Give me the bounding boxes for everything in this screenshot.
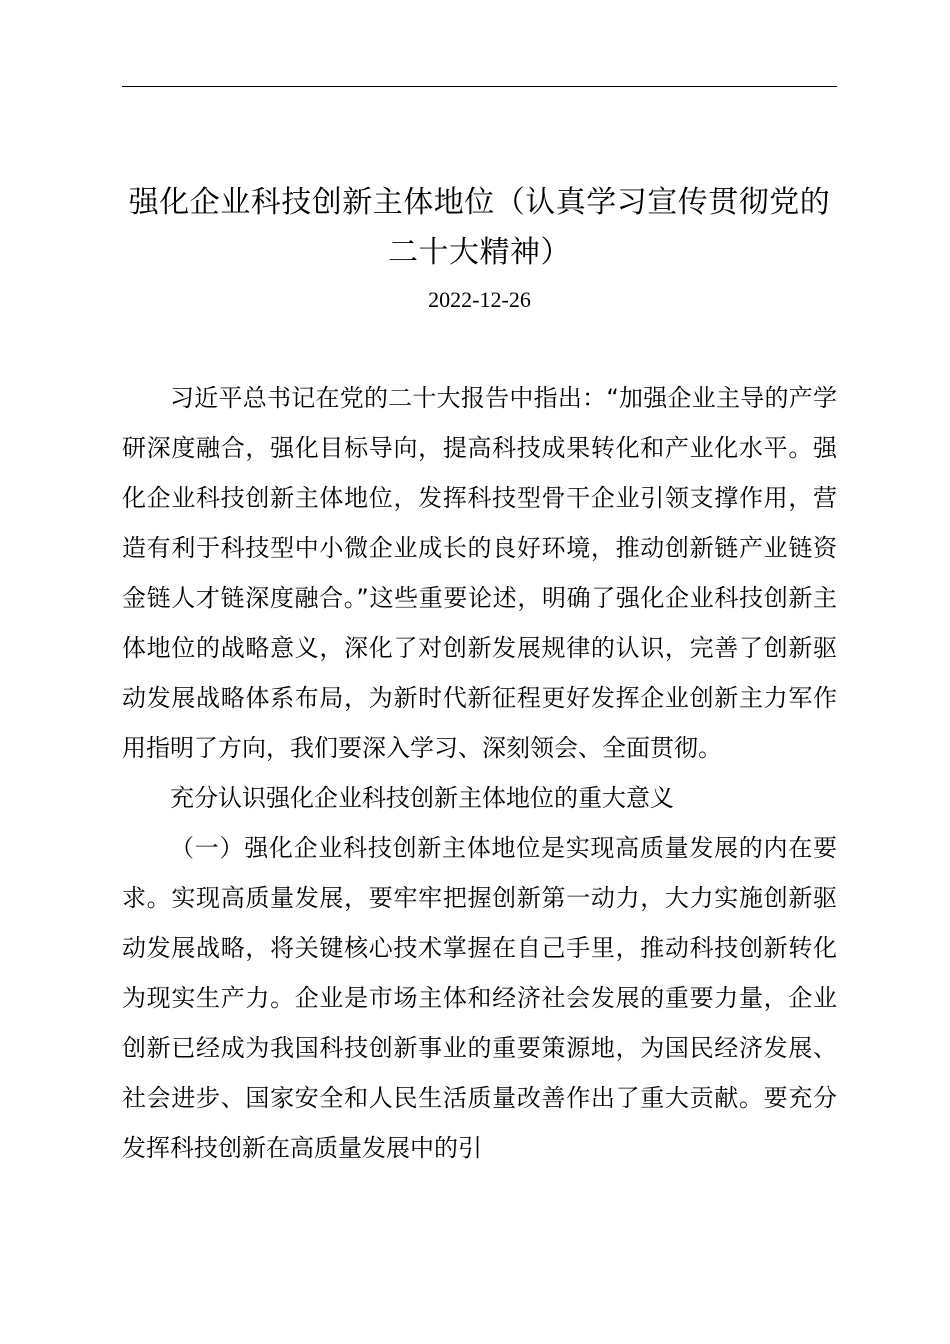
paragraph-point-1: （一）强化企业科技创新主体地位是实现高质量发展的内在要求。实现高质量发展，要牢牢把握创新第一动力，大力实施创新驱动发展战略，将关键核心技术掌握在自己手里，推动科技创新转化为现实生产力。企业是市场主体和经济社会发展的重要力量，企业创新已经成为我国科技创新事业的重要策源地，为国民经济发展、社会进步、国家安全和人民生活质量改善作出了重大贡献。要充分发挥科技创新在高质量发展中的引 <box>122 834 837 1162</box>
header-rule <box>122 86 837 87</box>
publish-date: 2022-12-26 <box>428 287 531 312</box>
document-title: 强化企业科技创新主体地位（认真学习宣传贯彻党的二十大精神） <box>128 185 831 270</box>
section-heading: 充分认识强化企业科技创新主体地位的重大意义 <box>170 784 674 812</box>
article-body <box>122 373 837 1173</box>
paragraph-intro: 习近平总书记在党的二十大报告中指出：“加强企业主导的产学研深度融合，强化目标导向，提高科技成果转化和产业化水平。强化企业科技创新主体地位，发挥科技型骨干企业引领支撑作用，营造有利于科技型中小微企业成长的良好环境，推动创新链产业链资金链人才链深度融合。”这些重要论述，明确了强化企业科技创新主体地位的战略意义，深化了对创新发展规律的认识，完善了创新驱动发展战略体系布局，为新时代新征程更好发挥企业创新主力军作用指明了方向，我们要深入学习、深刻领会、全面贯彻。 <box>122 384 837 762</box>
